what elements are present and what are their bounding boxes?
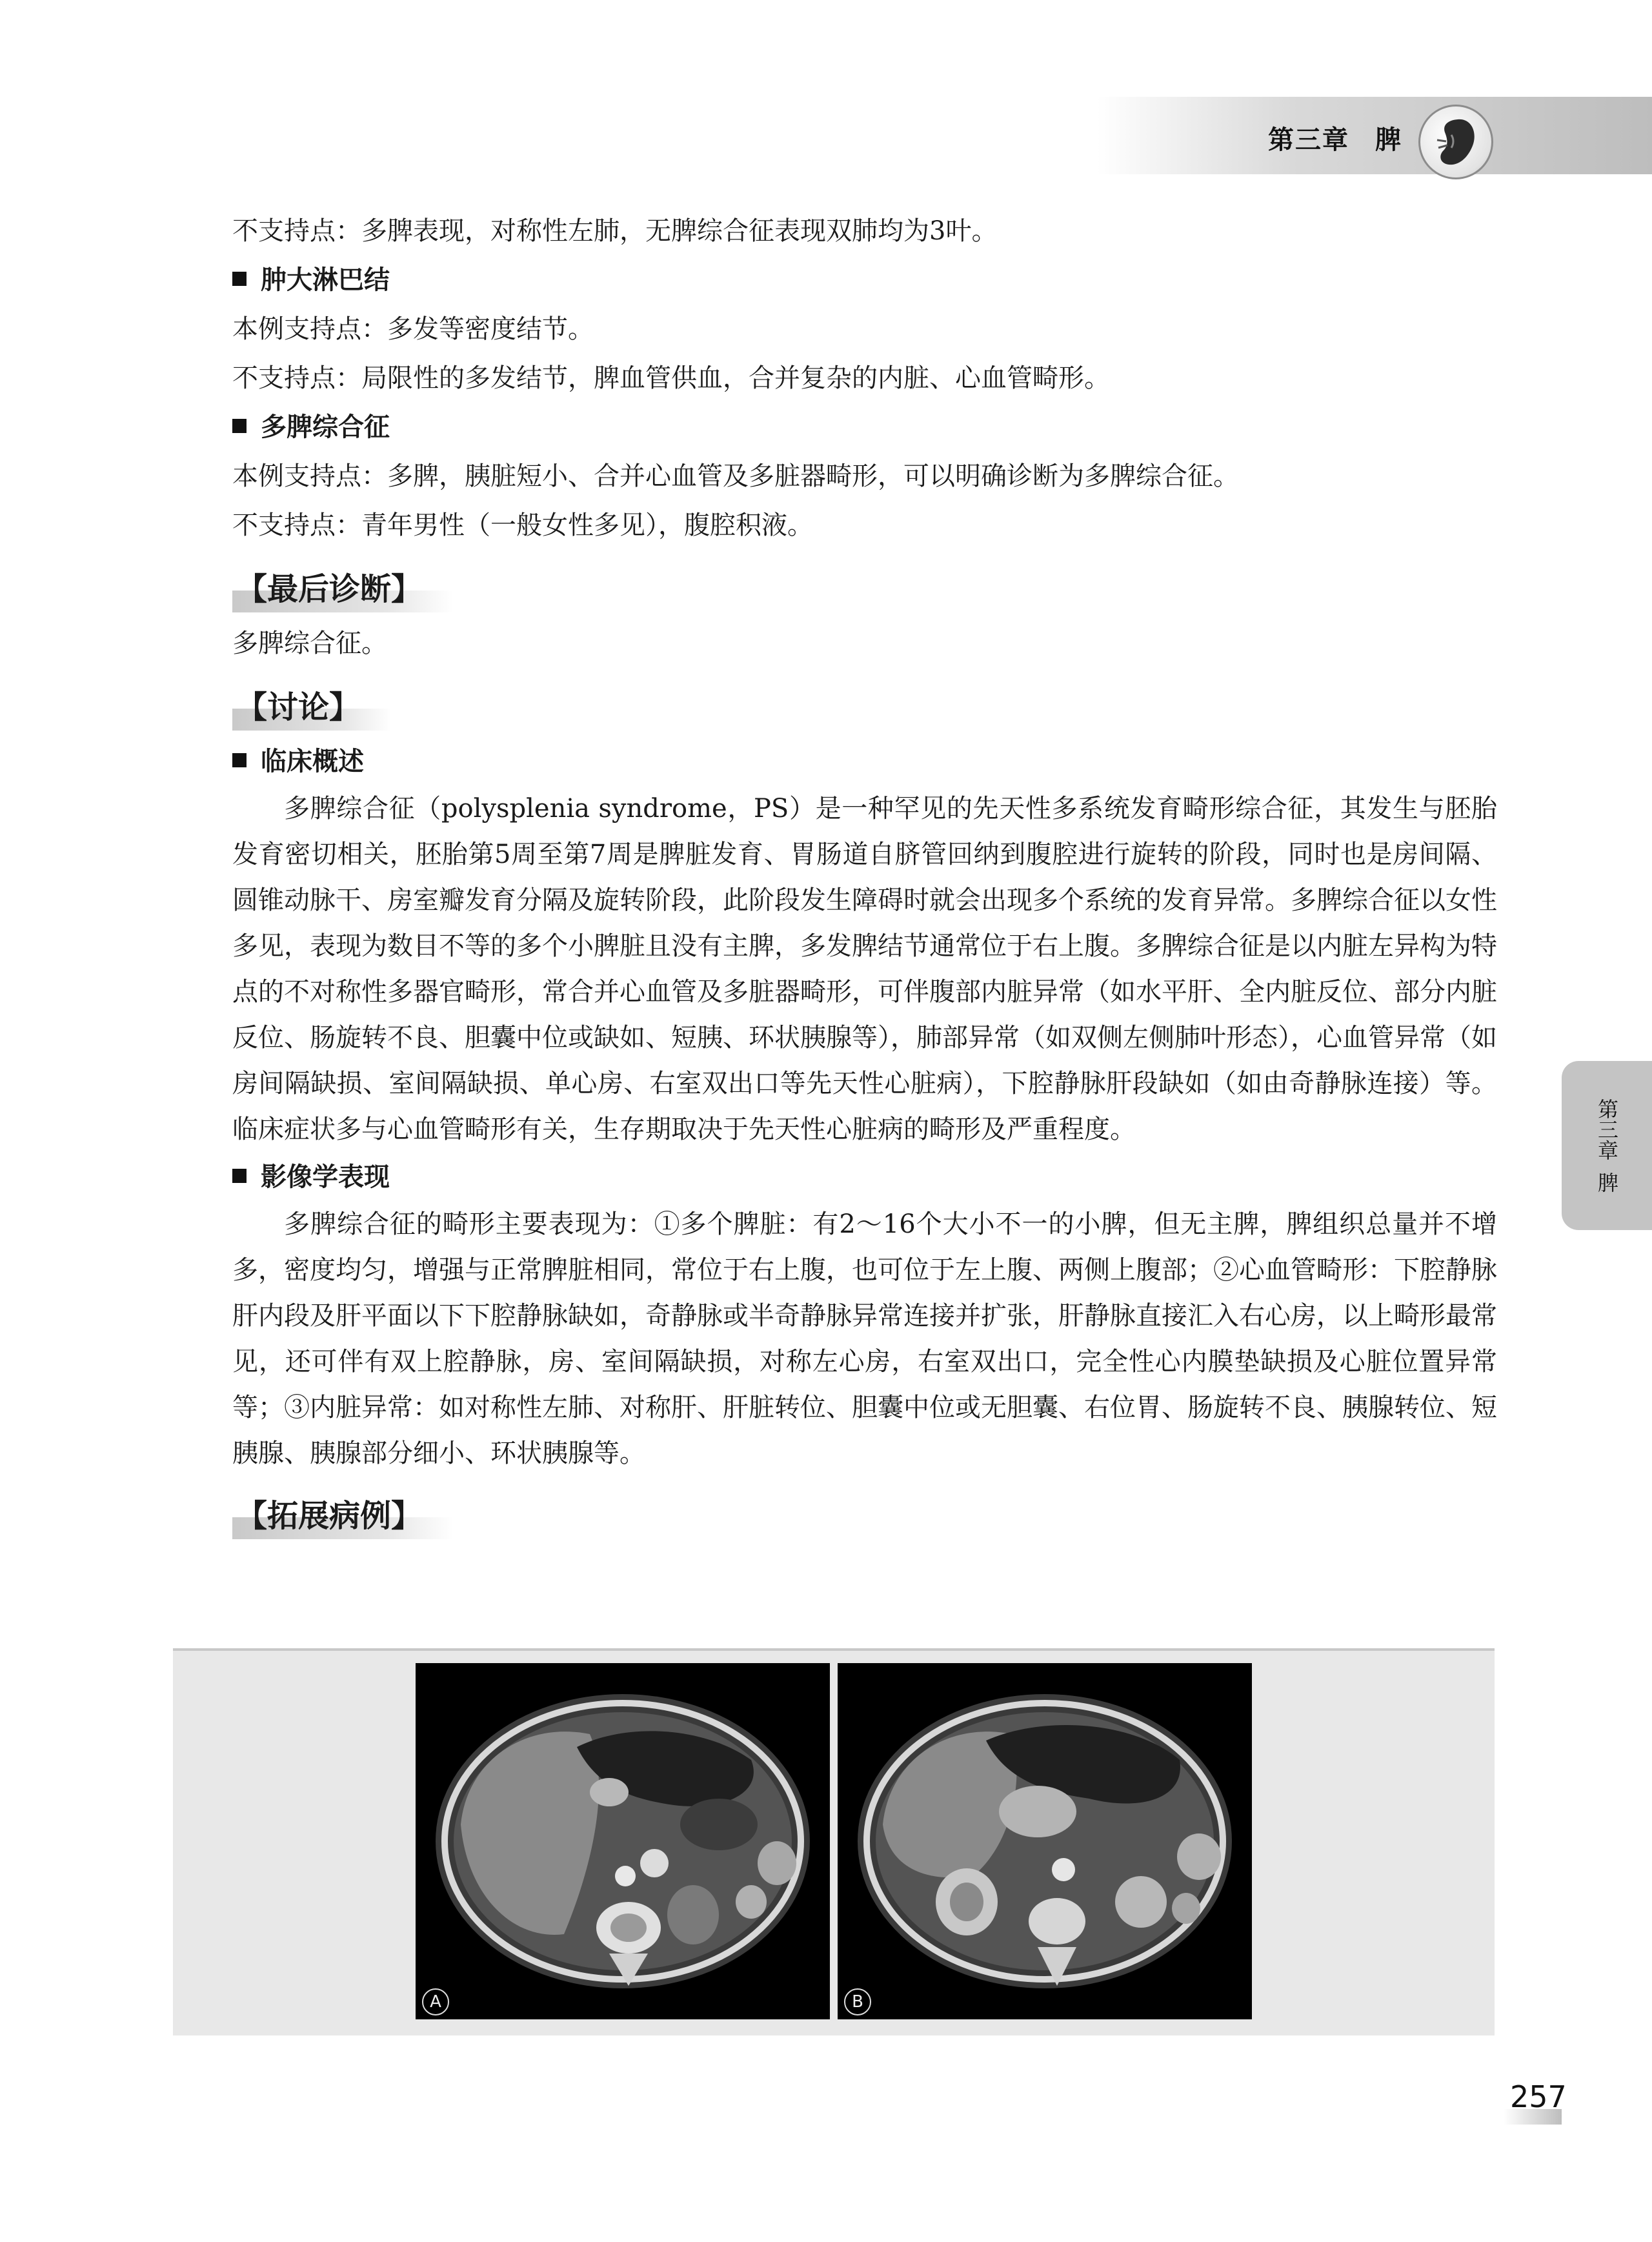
ct-image-a xyxy=(416,1663,830,2019)
chapter-label: 第三章 xyxy=(1268,125,1349,155)
square-bullet-icon xyxy=(232,1169,247,1183)
text-line: 多脾综合征。 xyxy=(232,629,387,658)
panel-label-b: B xyxy=(844,1988,871,2015)
subheading-polysplenia: 多脾综合征 xyxy=(232,403,1497,452)
subheading-lymph-nodes: 肿大淋巴结 xyxy=(232,256,1497,305)
subheading-clinical-overview: 临床概述 xyxy=(232,737,1497,786)
running-header xyxy=(1268,119,1402,156)
section-discussion: 【讨论】 xyxy=(232,682,372,731)
text-line: 不支持点：局限性的多发结节，脾血管供血，合并复杂的内脏、心血管畸形。 xyxy=(232,363,1110,393)
square-bullet-icon xyxy=(232,753,247,767)
figure-top-rule xyxy=(173,1648,1495,1651)
panel-label-a: A xyxy=(422,1988,449,2015)
side-tab-topic: 脾 xyxy=(1595,1172,1619,1193)
figure-panel xyxy=(173,1648,1495,2035)
square-bullet-icon xyxy=(232,272,247,286)
page-body xyxy=(232,207,1497,1546)
page-number: 257 xyxy=(1510,2079,1567,2114)
text-line: 不支持点：多脾表现，对称性左肺，无脾综合征表现双肺均为3叶。 xyxy=(232,216,998,246)
chapter-topic: 脾 xyxy=(1375,125,1402,155)
chapter-side-tab xyxy=(1562,1061,1652,1230)
text-line: 本例支持点：多发等密度结节。 xyxy=(232,314,594,344)
section-final-diagnosis: 【最后诊断】 xyxy=(232,564,434,612)
square-bullet-icon xyxy=(232,419,247,433)
text-line: 本例支持点：多脾，胰脏短小、合并心血管及多脏器畸形，可以明确诊断为多脾综合征。 xyxy=(232,461,1239,491)
side-tab-chapter: 第三章 xyxy=(1595,1098,1619,1160)
paragraph-clinical: 多脾综合征（polysplenia syndrome，PS）是一种罕见的先天性多系统发育畸形综合征，其发生与胚胎发育密切相关，胚胎第5周至第7周是脾脏发育、胃肠道自脐管回纳到腹腔进行旋转的阶段，同时也是房间隔、圆锥动脉干、房室瓣发育分隔及旋转阶段，此阶段发生障碍时就会出现多个系统的发育异常。多脾综合征以女性多见，表现为数目不等的多个小脾脏且没有主脾，多发脾结节通常位于右上腹。多脾综合征是以内脏左异构为特点的不对称性多器官畸形，常合并心血管及多脏器畸形，可伴腹部内脏异常（如水平肝、全内脏反位、部分内脏反位、肠旋转不良、胆囊中位或缺如、短胰、环状胰腺等），肺部异常（如双侧左侧肺叶形态），心血管异常（如房间隔缺损、室间隔缺损、单心房、右室双出口等先天性心脏病），下腔静脉肝段缺如（如由奇静脉连接）等。临床症状多与心血管畸形有关，生存期取决于先天性心脏病的畸形及严重程度。 xyxy=(232,794,1497,1144)
text-line: 不支持点：青年男性（一般女性多见），腹腔积液。 xyxy=(232,510,813,540)
section-extended-cases: 【拓展病例】 xyxy=(232,1491,434,1539)
spleen-icon xyxy=(1418,105,1493,179)
paragraph-imaging: 多脾综合征的畸形主要表现为：①多个脾脏：有2～16个大小不一的小脾，但无主脾，脾组织总量并不增多，密度均匀，增强与正常脾脏相同，常位于右上腹，也可位于左上腹、两侧上腹部；②心血管畸形：下腔静脉肝内段及肝平面以下下腔静脉缺如，奇静脉或半奇静脉异常连接并扩张，肝静脉直接汇入右心房，以上畸形最常见，还可伴有双上腔静脉，房、室间隔缺损，对称左心房，右室双出口，完全性心内膜垫缺损及心脏位置异常等；③内脏异常：如对称性左肺、对称肝、肝脏转位、胆囊中位或无胆囊、右位胃、肠旋转不良、胰腺转位、短胰腺、胰腺部分细小、环状胰腺等。 xyxy=(232,1209,1497,1468)
subheading-imaging: 影像学表现 xyxy=(232,1153,1497,1202)
ct-image-b xyxy=(838,1663,1252,2019)
